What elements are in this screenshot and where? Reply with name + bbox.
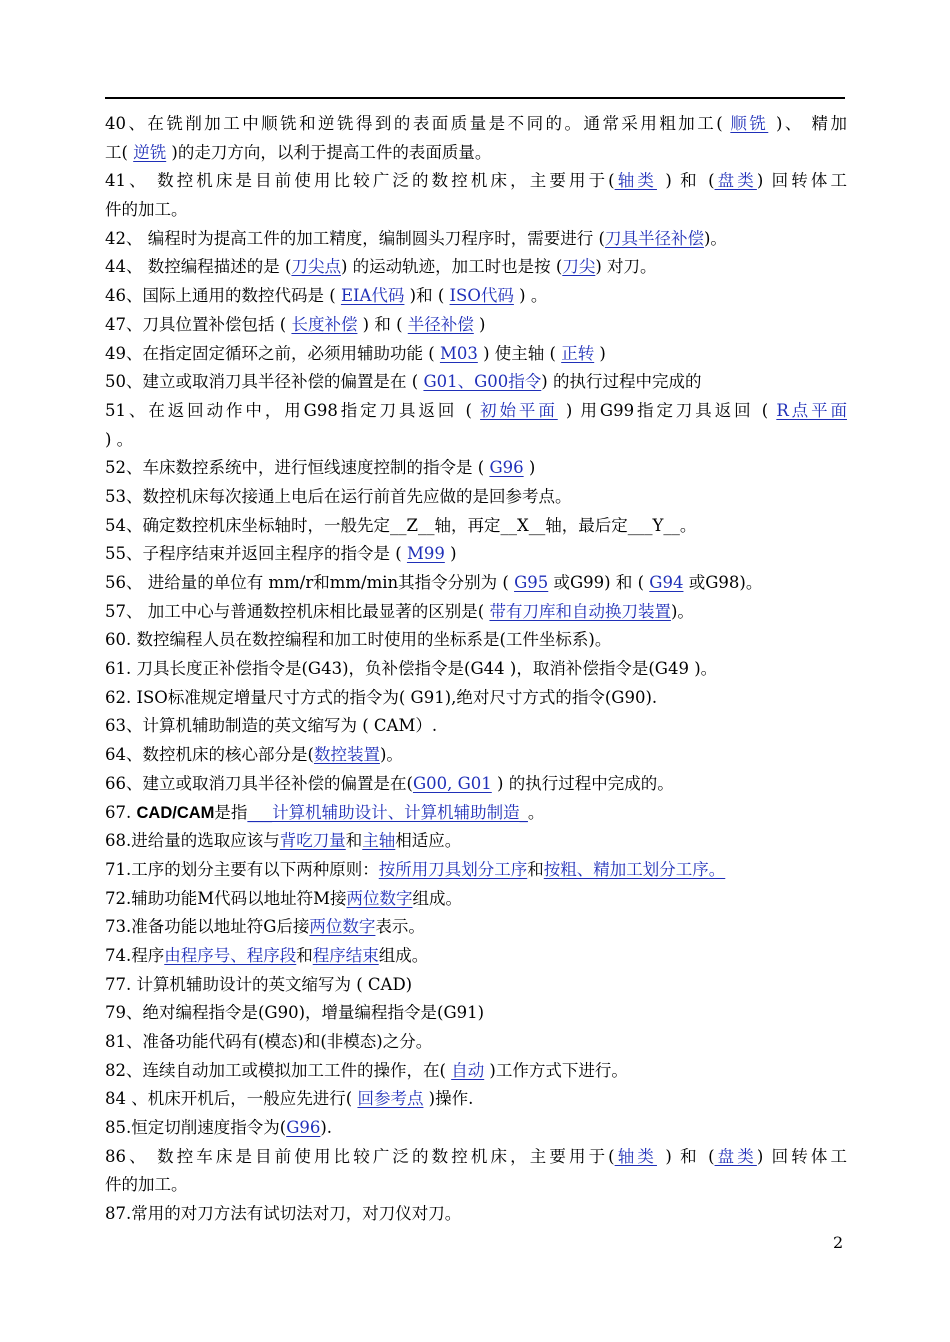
answer-text: 带有刀库和自动换刀装置 — [489, 601, 671, 621]
question-text: 是指 — [214, 802, 248, 822]
answer-text: 主轴 — [362, 831, 396, 851]
question-line — [105, 913, 847, 942]
answer-text: 刀具半径补偿 — [604, 228, 704, 248]
question-text: 和 — [527, 859, 544, 879]
answer-text: EIA代码 — [340, 286, 405, 306]
question-line — [105, 942, 847, 971]
question-text: 73.准备功能以地址符G后接 — [105, 917, 310, 937]
question-line — [105, 139, 847, 168]
answer-text: ___计算机辅助设计、计算机辅助制造_ — [247, 802, 528, 822]
question-line — [105, 1114, 847, 1143]
question-text: )、 精加 — [768, 114, 847, 133]
answer-text: 程序结束 — [312, 945, 379, 965]
question-text: 件的加工。 — [105, 1175, 188, 1195]
question-line — [105, 225, 847, 254]
answer-text: 盘类 — [714, 171, 757, 191]
answer-text: 顺铣 — [730, 114, 769, 133]
question-text: )的走刀方向，以利于提高工件的表面质量。 — [166, 142, 492, 162]
question-text: 64、数控机床的核心部分是( — [105, 745, 314, 765]
question-text: ) 使主轴 ( — [477, 343, 562, 363]
question-text: ) 对刀。 — [595, 257, 657, 277]
question-text: 81、准备功能代码有(模态)和(非模态)之分。 — [105, 1032, 433, 1051]
question-line — [105, 999, 847, 1028]
question-line — [105, 426, 847, 455]
question-text: ) 的运动轨迹，加工时也是按 ( — [340, 257, 563, 277]
question-line — [105, 167, 847, 196]
question-text: 63、计算机辅助制造的英文缩写为 ( CAM）. — [105, 716, 438, 736]
answer-text: 按所用刀具划分工序 — [378, 859, 528, 879]
answer-text: G00, G01 — [412, 773, 492, 793]
question-line — [105, 1143, 847, 1172]
answer-text: 刀尖 — [562, 257, 596, 277]
question-text: ) 的执行过程中完成的 — [541, 372, 702, 392]
question-line — [105, 340, 847, 369]
question-line — [105, 282, 847, 311]
question-text: 61. 刀具长度正补偿指令是(G43)，负补偿指令是(G44 )，取消补偿指令是(G49 )。 — [105, 659, 718, 679]
answer-text: 半径补偿 — [407, 314, 474, 334]
answer-text: 背吃刀量 — [279, 831, 346, 851]
question-line — [105, 626, 847, 655]
question-line — [105, 569, 847, 598]
question-text: ) 的执行过程中完成的。 — [491, 773, 674, 793]
question-line — [105, 856, 847, 885]
answer-text: M99 — [406, 544, 445, 564]
question-text: 工( — [105, 142, 134, 162]
question-line — [105, 1171, 847, 1200]
question-text: 42、 编程时为提高工件的加工精度，编制圆头刀程序时，需要进行 ( — [105, 228, 605, 248]
question-text: 55、子程序结束并返回主程序的指令是 ( — [105, 544, 407, 564]
question-text: 79、绝对编程指令是(G90)，增量编程指令是(G91) — [105, 1003, 485, 1023]
question-text: 77. 计算机辅助设计的英文缩写为 ( CAD) — [105, 974, 413, 994]
question-line — [105, 1057, 847, 1086]
question-text: 56、 进给量的单位有 mm/r和mm/min其指令分别为 ( — [105, 573, 515, 592]
question-line — [105, 799, 847, 828]
answer-text: G95 — [514, 573, 549, 592]
question-line — [105, 110, 847, 139]
question-text: 。 — [527, 802, 545, 822]
question-line — [105, 512, 847, 541]
question-line — [105, 368, 847, 397]
answer-text: 初始平面 — [480, 400, 558, 420]
bold-term: CAD/CAM — [136, 803, 215, 822]
question-text: )。 — [379, 745, 403, 765]
question-text: 54、确定数控机床坐标轴时，一般先定__Z__轴，再定__X__轴，最后定___Y__。 — [105, 515, 697, 535]
document-body — [105, 110, 847, 1229]
answer-text: G01、G00指令 — [423, 372, 542, 392]
question-text: ) 回转体工 — [756, 171, 848, 191]
question-line — [105, 741, 847, 770]
question-text: 41、 数控机床是目前使用比较广泛的数控机床，主要用于( — [105, 171, 615, 191]
question-text: 84 、机床开机后，一般应先进行( — [105, 1089, 358, 1109]
answer-text: M03 — [439, 343, 478, 363]
question-text: ) 用G99指定刀具返回 ( — [557, 400, 777, 420]
question-text: 47、刀具位置补偿包括 ( — [105, 314, 292, 334]
answer-text: R点平面 — [776, 400, 847, 420]
question-text: ) 。 — [105, 429, 134, 449]
question-text: 74.程序 — [105, 945, 165, 965]
question-line — [105, 1085, 847, 1114]
question-text: 或G99) 和 ( — [548, 573, 650, 592]
question-text: 49、在指定固定循环之前，必须用辅助功能 ( — [105, 343, 440, 363]
answer-text: G94 — [649, 573, 684, 592]
question-text: )操作. — [423, 1089, 474, 1109]
answer-text: ISO代码 — [449, 286, 514, 306]
question-text: 和 — [296, 945, 313, 965]
question-text: 85.恒定切削速度指令为( — [105, 1118, 287, 1138]
question-text: ). — [320, 1118, 333, 1138]
question-text: ) — [523, 458, 536, 478]
answer-text: 两位数字 — [346, 888, 413, 908]
question-text: 44、 数控编程描述的是 ( — [105, 257, 292, 277]
answer-text: 逆铣 — [133, 142, 167, 162]
question-text: 71.工序的划分主要有以下两种原则： — [105, 859, 379, 879]
question-text: ) 和 ( — [656, 171, 715, 191]
question-text: 件的加工。 — [105, 200, 188, 220]
question-text: 82、连续自动加工或模拟加工工件的操作，在( — [105, 1060, 452, 1080]
question-text: 72.辅助功能M代码以地址符M接 — [105, 888, 347, 908]
question-line — [105, 1028, 847, 1057]
question-text: )工作方式下进行。 — [484, 1060, 628, 1080]
answer-text: 刀尖点 — [291, 257, 341, 277]
page-number: 2 — [833, 1233, 844, 1252]
question-text: ) 回转体工 — [756, 1146, 848, 1166]
question-text: ) — [444, 544, 457, 564]
question-text: 66、建立或取消刀具半径补偿的偏置是在( — [105, 773, 413, 793]
question-text: 87.常用的对刀方法有试切法对刀，对刀仪对刀。 — [105, 1204, 462, 1224]
question-line — [105, 885, 847, 914]
question-text: 68.进给量的选取应该与 — [105, 831, 280, 851]
question-text: 62. ISO标准规定增量尺寸方式的指令为( G91),绝对尺寸方式的指令(G90). — [105, 687, 658, 707]
question-text: 组成。 — [412, 888, 463, 908]
answer-text: 两位数字 — [309, 917, 376, 937]
question-text: 组成。 — [378, 945, 429, 965]
question-line — [105, 253, 847, 282]
answer-text: 按粗、精加工划分工序。 — [543, 859, 726, 879]
answer-text: 数控装置 — [313, 745, 380, 765]
question-text: 51、在返回动作中，用G98指定刀具返回 ( — [105, 400, 481, 420]
question-text: 46、国际上通用的数控代码是 ( — [105, 286, 341, 306]
question-text: 67. — [105, 802, 137, 822]
question-text: 表示。 — [375, 917, 425, 937]
question-text: 和 — [345, 831, 363, 851]
answer-text: 自动 — [451, 1060, 485, 1080]
question-line — [105, 827, 847, 856]
question-text: ) 和 ( — [357, 314, 408, 334]
question-line — [105, 483, 847, 512]
question-line — [105, 454, 847, 483]
question-text: 86、 数控车床是目前使用比较广泛的数控机床，主要用于( — [105, 1146, 615, 1166]
answer-text: G96 — [489, 458, 524, 478]
question-line — [105, 712, 847, 741]
question-line — [105, 196, 847, 225]
question-line — [105, 598, 847, 627]
answer-text: 由程序号、程序段 — [164, 945, 297, 965]
answer-text: 回参考点 — [357, 1089, 424, 1109]
question-line — [105, 311, 847, 340]
question-text: 57、 加工中心与普通数控机床相比最显著的区别是( — [105, 601, 490, 621]
answer-text: 轴类 — [614, 1146, 657, 1166]
answer-text: 轴类 — [614, 171, 657, 191]
question-text: 60. 数控编程人员在数控编程和加工时使用的坐标系是(工件坐标系)。 — [105, 630, 612, 650]
question-text: 或G98)。 — [683, 573, 763, 592]
answer-text: 盘类 — [714, 1146, 757, 1166]
answer-text: 长度补偿 — [291, 314, 358, 334]
question-line — [105, 540, 847, 569]
question-text: 53、数控机床每次接通上电后在运行前首先应做的是回参考点。 — [105, 486, 572, 506]
question-text: 相适应。 — [395, 831, 462, 851]
question-line — [105, 1200, 847, 1229]
question-text: 50、建立或取消刀具半径补偿的偏置是在 ( — [105, 372, 424, 392]
question-text: ) — [473, 314, 486, 334]
header-rule — [105, 97, 845, 99]
question-text: 52、车床数控系统中，进行恒线速度控制的指令是 ( — [105, 458, 490, 478]
answer-text: G96 — [286, 1118, 321, 1138]
question-line — [105, 397, 847, 426]
question-line — [105, 770, 847, 799]
question-text: )。 — [703, 228, 727, 248]
question-line — [105, 971, 847, 1000]
question-text: ) 和 ( — [656, 1146, 715, 1166]
question-text: )和 ( — [404, 286, 450, 306]
question-text: )。 — [670, 601, 694, 621]
question-text: 40、在铣削加工中顺铣和逆铣得到的表面质量是不同的。通常采用粗加工( — [105, 114, 731, 133]
answer-text: 正转 — [561, 343, 595, 363]
question-text: ) — [594, 343, 606, 363]
question-line — [105, 655, 847, 684]
question-line — [105, 684, 847, 713]
question-text: ) 。 — [513, 286, 548, 306]
